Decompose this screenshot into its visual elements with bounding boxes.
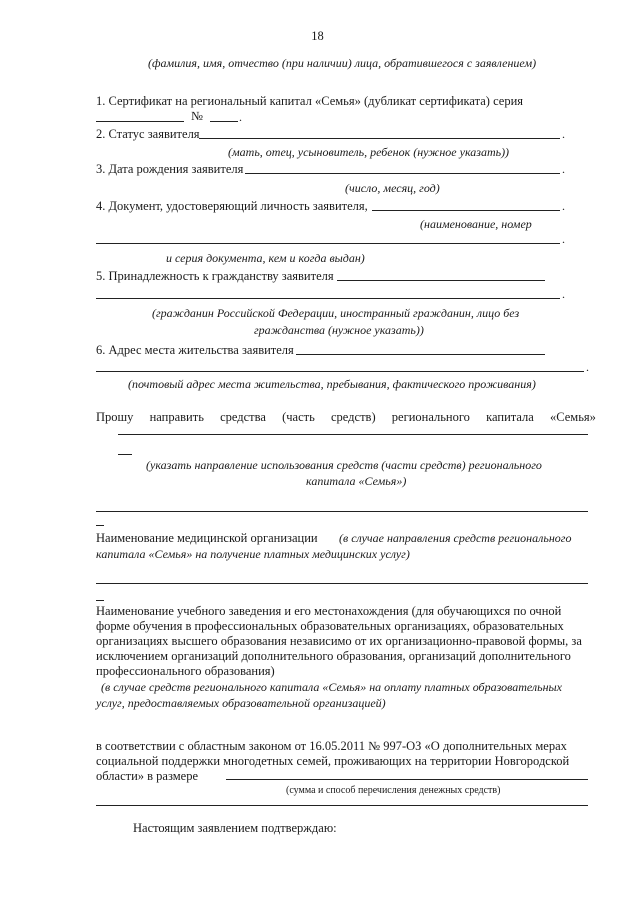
- education-marker: [96, 600, 104, 601]
- request-word: «Семья»: [550, 410, 596, 424]
- direction-field[interactable]: [118, 434, 588, 435]
- page-number: 18: [311, 29, 324, 43]
- direction-hint-1: (указать направление использования средств (части средств) регионального: [146, 458, 542, 472]
- residence-address-field[interactable]: [296, 354, 545, 355]
- certificate-number-field[interactable]: [210, 121, 238, 122]
- citizenship-label: 5. Принадлежность к гражданству заявителя: [96, 269, 334, 283]
- request-word: (часть: [282, 410, 315, 424]
- request-word: средств): [330, 410, 376, 424]
- citizenship-field-2[interactable]: [96, 298, 560, 299]
- law-text-2: социальной поддержки многодетных семей, проживающих на территории Новгородской: [96, 754, 570, 768]
- medical-marker: [96, 525, 104, 526]
- applicant-status-hint: (мать, отец, усыновитель, ребенок (нужное указать)): [228, 145, 510, 159]
- identity-document-label: 4. Документ, удостоверяющий личность заявителя,: [96, 199, 368, 213]
- request-word: средства: [220, 410, 266, 424]
- direction-field-3[interactable]: [96, 511, 588, 512]
- education-hint-2: услуг, предоставляемых образовательной организацией): [96, 696, 386, 710]
- medical-organization-label: Наименование медицинской организации: [96, 531, 318, 545]
- identity-document-field[interactable]: [372, 210, 560, 211]
- birth-date-field[interactable]: [245, 173, 560, 174]
- applicant-status-label: 2. Статус заявителя: [96, 127, 200, 141]
- citizenship-field[interactable]: [337, 280, 545, 281]
- residence-address-hint: (почтовый адрес места жительства, пребывания, фактического проживания): [128, 377, 536, 391]
- education-text-3: организациях высшего образования независимо от их организационно-правовой формы, за: [96, 634, 582, 648]
- education-text-1: Наименование учебного заведения и его местонахождения (для обучающихся по очной: [96, 604, 562, 618]
- residence-address-field-2[interactable]: [96, 371, 584, 372]
- applicant-name-hint: (фамилия, имя, отчество (при наличии) лица, обратившегося с заявлением): [148, 56, 537, 70]
- birth-date-label: 3. Дата рождения заявителя: [96, 162, 244, 176]
- applicant-status-field[interactable]: [199, 138, 560, 139]
- amount-field[interactable]: [226, 779, 588, 780]
- confirmation-text: Настоящим заявлением подтверждаю:: [133, 821, 337, 835]
- item4-period-2: .: [562, 232, 565, 246]
- certificate-series-field[interactable]: [96, 121, 184, 122]
- request-word: капитала: [486, 410, 534, 424]
- education-hint-1: (в случае средств регионального капитала «Семья» на оплату платных образовательных: [101, 680, 563, 694]
- item3-period: .: [562, 162, 565, 176]
- direction-hint-2: капитала «Семья»): [306, 474, 407, 488]
- identity-document-field-2[interactable]: [96, 243, 560, 244]
- residence-address-label: 6. Адрес места жительства заявителя: [96, 343, 294, 357]
- direction-field-2[interactable]: [118, 454, 132, 455]
- request-word: направить: [149, 410, 204, 424]
- identity-document-hint-2: и серия документа, кем и когда выдан): [166, 251, 365, 265]
- medical-organization-hint-2: капитала «Семья» на получение платных медицинских услуг): [96, 547, 410, 561]
- education-text-2: форме обучения в профессиональных образовательных организациях, образовательных: [96, 619, 564, 633]
- citizenship-hint-1: (гражданин Российской Федерации, иностранный гражданин, лицо без: [152, 306, 520, 320]
- citizenship-hint-2: гражданства (нужное указать)): [254, 323, 424, 337]
- request-word: Прошу: [96, 410, 134, 424]
- item1-period: .: [239, 110, 242, 124]
- item6-period: .: [586, 360, 589, 374]
- request-line: [96, 409, 596, 425]
- certificate-number-sign: №: [191, 109, 203, 123]
- item2-period: .: [562, 127, 565, 141]
- certificate-series-label: 1. Сертификат на региональный капитал «Семья» (дубликат сертификата) серия: [96, 94, 524, 108]
- law-text-1: в соответствии с областным законом от 16.05.2011 № 997-ОЗ «О дополнительных мерах: [96, 739, 567, 753]
- medical-organization-hint-1: (в случае направления средств регионального: [339, 531, 572, 545]
- request-word: регионального: [391, 410, 470, 424]
- amount-field-2[interactable]: [96, 805, 588, 806]
- item5-period: .: [562, 287, 565, 301]
- item4-period: .: [562, 199, 565, 213]
- birth-date-hint: (число, месяц, год): [345, 181, 440, 195]
- amount-hint: (сумма и способ перечисления денежных средств): [286, 785, 501, 796]
- law-text-3: области» в размере: [96, 769, 199, 783]
- education-text-5: профессионального образования): [96, 664, 275, 678]
- identity-document-hint-1: (наименование, номер: [420, 217, 532, 231]
- education-text-4: исключением организаций дополнительного образования, организаций дополнительного: [96, 649, 571, 663]
- medical-organization-field[interactable]: [96, 583, 588, 584]
